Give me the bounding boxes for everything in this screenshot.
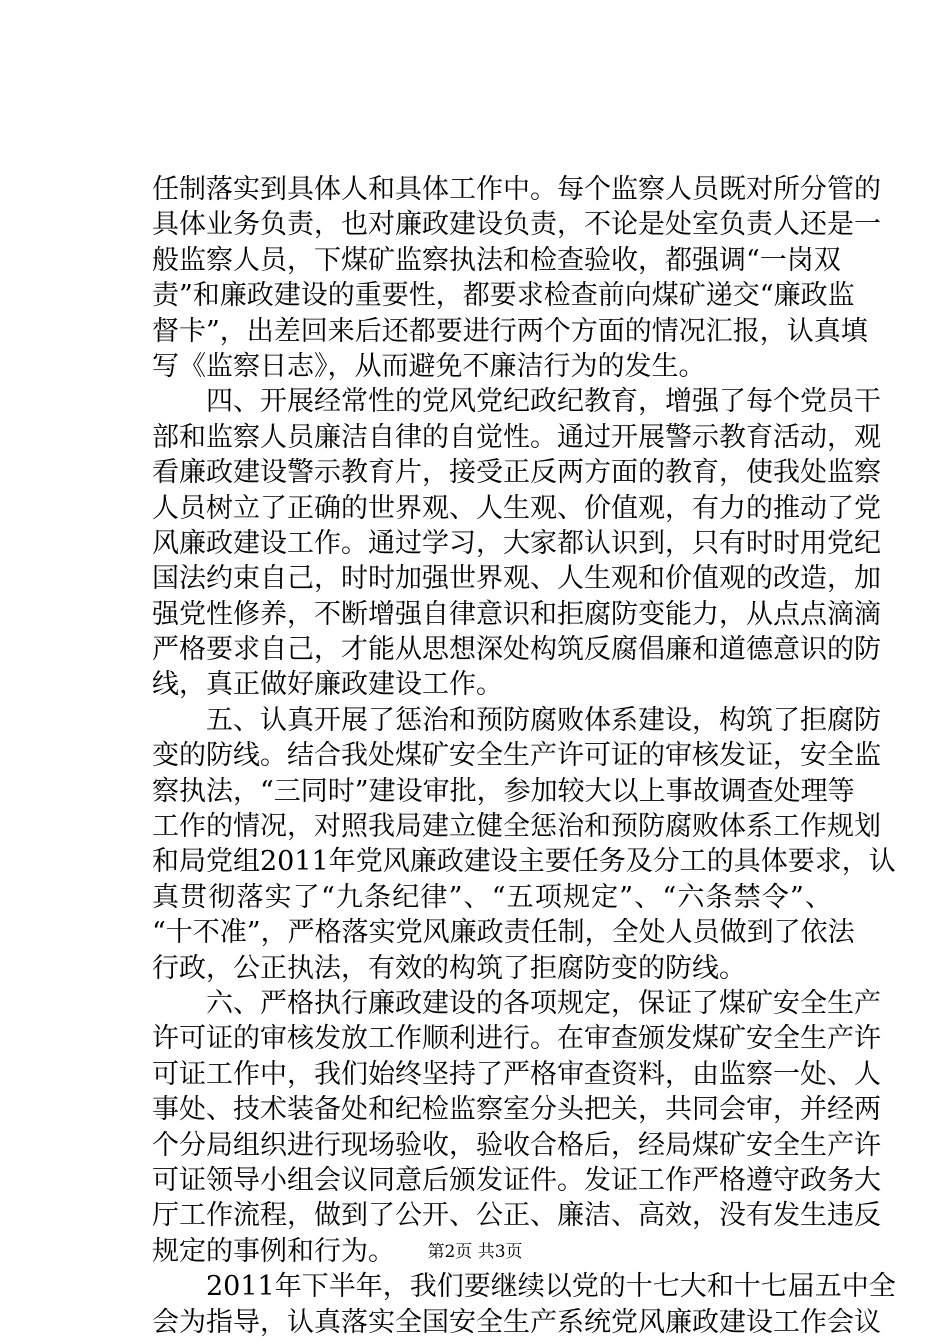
page-footer (0, 1241, 950, 1263)
text-line: 任制落实到具体人和具体工作中。每个监察人员既对所分管的 (152, 174, 881, 205)
text-line: 会为指导，认真落实全国安全生产系统党风廉政建设工作会议 (152, 1306, 881, 1338)
text-line: 人员树立了正确的世界观、人生观、价值观，有力的推动了党 (152, 492, 881, 524)
text-line: 风廉政建设工作。通过学习，大家都认识到，只有时时用党纪 (152, 527, 881, 559)
text-line: “十不准”，严格落实党风廉政责任制，全处人员做到了依法 (152, 917, 855, 949)
text-line: 强党性修养，不断增强自律意识和拒腐防变能力，从点点滴滴 (152, 598, 881, 630)
text-line: 事处、技术装备处和纪检监察室分头把关，共同会审，并经两 (152, 1094, 881, 1126)
text-line: 2011年下半年，我们要继续以党的十七大和十七届五中全 (152, 1271, 896, 1303)
text-line: 规定的事例和行为。 (152, 1235, 395, 1267)
text-line: 督卡”，出差回来后还都要进行两个方面的情况汇报，认真填 (152, 315, 868, 347)
text-line: 察执法，“三同时”建设审批，参加较大以上事故调查处理等 (152, 775, 855, 807)
text-line: 行政，公正执法，有效的构筑了拒腐防变的防线。 (152, 952, 746, 984)
text-line: 部和监察人员廉洁自律的自觉性。通过开展警示教育活动，观 (152, 421, 881, 453)
text-line: 个分局组织进行现场验收，验收合格后，经局煤矿安全生产许 (152, 1129, 881, 1161)
document-body (152, 172, 896, 1340)
text-line: 严格要求自己，才能从思想深处构筑反腐倡廉和道德意识的防 (152, 634, 881, 666)
text-line: 四、开展经常性的党风党纪政纪教育，增强了每个党员干 (152, 386, 881, 418)
text-line: 真贯彻落实了“九条纪律”、“五项规定”、“六条禁令”、 (152, 881, 832, 913)
text-line: 线，真正做好廉政建设工作。 (152, 669, 503, 701)
text-line: 许可证的审核发放工作顺利进行。在审查颁发煤矿安全生产许 (152, 1023, 881, 1055)
text-line: 国法约束自己，时时加强世界观、人生观和价值观的改造，加 (152, 563, 881, 595)
text-line: 五、认真开展了惩治和预防腐败体系建设，构筑了拒腐防 (152, 704, 881, 736)
text-line: 可证领导小组会议同意后颁发证件。发证工作严格遵守政务大 (152, 1164, 881, 1196)
text-line: 变的防线。结合我处煤矿安全生产许可证的审核发证，安全监 (152, 740, 881, 772)
text-line: 写《监察日志》，从而避免不廉洁行为的发生。 (152, 350, 706, 382)
text-line: 可证工作中，我们始终坚持了严格审查资料，由监察一处、人 (152, 1058, 881, 1090)
text-line: 般监察人员，下煤矿监察执法和检查验收，都强调“一岗双 (152, 244, 841, 276)
text-line: 厅工作流程，做到了公开、公正、廉洁、高效，没有发生违反 (152, 1200, 881, 1232)
text-line: 六、严格执行廉政建设的各项规定，保证了煤矿安全生产 (152, 987, 881, 1019)
text-line: 和局党组2011年党风廉政建设主要任务及分工的具体要求，认 (152, 846, 896, 878)
text-line: 具体业务负责，也对廉政建设负责，不论是处室负责人还是一 (152, 209, 881, 241)
text-line: 责”和廉政建设的重要性，都要求检查前向煤矿递交“廉政监 (152, 280, 855, 312)
text-line: 工作的情况，对照我局建立健全惩治和预防腐败体系工作规划 (152, 811, 881, 843)
page-number: 第2页 共3页 (427, 1242, 523, 1262)
text-line: 看廉政建设警示教育片，接受正反两方面的教育，使我处监察 (152, 457, 881, 489)
